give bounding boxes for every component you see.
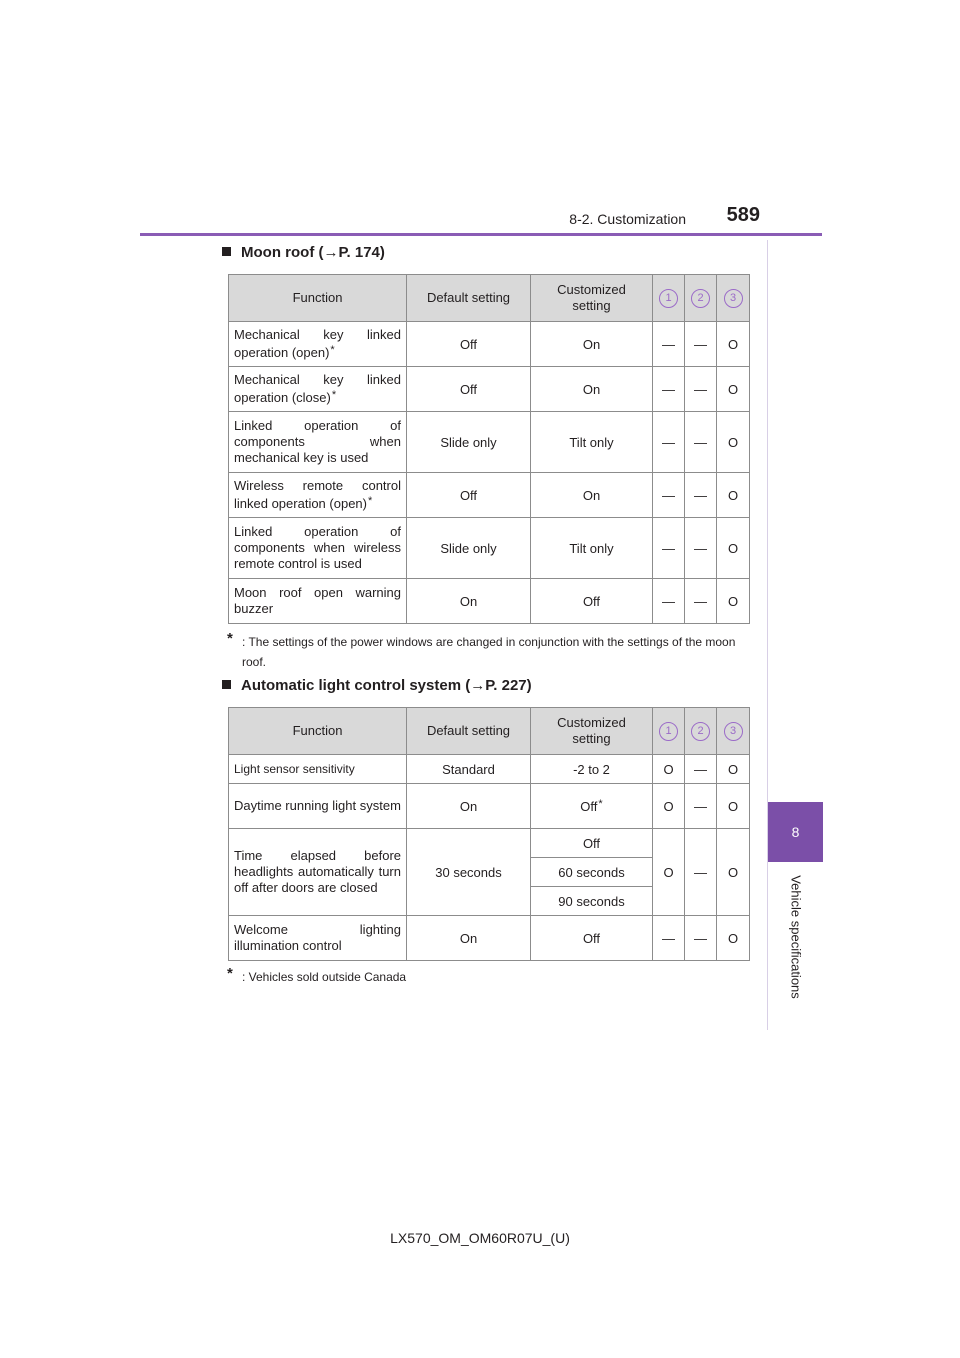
row-function: Linked operation of components when wireless remote control is used: [229, 518, 407, 579]
row-c2: —: [685, 518, 717, 579]
row-function: Welcome lighting illumination control: [229, 916, 407, 961]
asterisk: *: [331, 388, 337, 401]
row-function: Moon roof open warning buzzer: [229, 579, 407, 624]
row-c3: O: [717, 829, 750, 916]
row-c3: O: [717, 367, 750, 412]
moon-roof-table: [228, 274, 750, 624]
chapter-label-text: Vehicle specifications: [788, 875, 803, 999]
table-header-row: [229, 708, 750, 755]
customized-text: Off: [580, 799, 598, 814]
circle-3-icon: 3: [724, 289, 743, 308]
function-text: Wireless remote control linked operation (open): [234, 478, 401, 511]
col-1: [653, 275, 685, 322]
table-row: [229, 412, 750, 473]
row-function: [229, 367, 407, 412]
circle-1-icon: 1: [659, 722, 678, 741]
table-row: [229, 367, 750, 412]
circle-2-icon: 2: [691, 289, 710, 308]
table-row: [229, 579, 750, 624]
row-default: Slide only: [407, 518, 531, 579]
col-default: Default setting: [407, 275, 531, 322]
row-default: Off: [407, 367, 531, 412]
row-customized: Off: [531, 579, 653, 624]
row-c1: —: [653, 367, 685, 412]
row-default: Off: [407, 322, 531, 367]
row-default: Standard: [407, 755, 531, 784]
row-c1: O: [653, 755, 685, 784]
row-c2: —: [685, 367, 717, 412]
row-c1: —: [653, 412, 685, 473]
row-c3: O: [717, 412, 750, 473]
row-customized: Tilt only: [531, 412, 653, 473]
row-c3: O: [717, 518, 750, 579]
row-c3: O: [717, 916, 750, 961]
row-function: Linked operation of components when mechanical key is used: [229, 412, 407, 473]
row-c2: —: [685, 322, 717, 367]
col-2: [685, 708, 717, 755]
page-header: [140, 200, 822, 236]
col-function: Function: [229, 275, 407, 322]
row-c1: —: [653, 473, 685, 518]
col-default: Default setting: [407, 708, 531, 755]
col-customized: [531, 275, 653, 322]
row-c1: —: [653, 322, 685, 367]
col-1: [653, 708, 685, 755]
row-c1: O: [653, 784, 685, 829]
table-row: [229, 755, 750, 784]
row-customized-option: Off: [531, 829, 653, 858]
row-c3: O: [717, 755, 750, 784]
row-c3: O: [717, 473, 750, 518]
chapter-number: 8: [791, 824, 800, 840]
asterisk: *: [367, 494, 373, 507]
table-row: [229, 322, 750, 367]
document-code: LX570_OM_OM60R07U_(U): [390, 1230, 570, 1246]
row-c1: —: [653, 916, 685, 961]
moon-roof-heading: [222, 244, 385, 261]
function-text: Mechanical key linked operation (close): [234, 372, 401, 405]
header-rule: [140, 233, 822, 236]
moon-roof-footnote: [228, 632, 748, 672]
row-function: Time elapsed before headlights automatically turn off after doors are closed: [229, 829, 407, 916]
row-default: On: [407, 916, 531, 961]
table-row: [229, 518, 750, 579]
row-c1: —: [653, 579, 685, 624]
row-customized: Off: [531, 916, 653, 961]
col-2: [685, 275, 717, 322]
col-customized-text: Customized setting: [557, 282, 626, 313]
chapter-tab: [768, 802, 823, 862]
bullet-square-icon: [222, 680, 231, 689]
row-customized: On: [531, 473, 653, 518]
auto-light-footnote: [228, 967, 748, 987]
row-c3: O: [717, 579, 750, 624]
row-c2: —: [685, 829, 717, 916]
row-function: Light sensor sensitivity: [229, 755, 407, 784]
row-function: Daytime running light system: [229, 784, 407, 829]
row-customized: Tilt only: [531, 518, 653, 579]
col-customized: [531, 708, 653, 755]
col-3: [717, 708, 750, 755]
function-text: Mechanical key linked operation (open): [234, 327, 401, 360]
circle-2-icon: 2: [691, 722, 710, 741]
row-customized-option: 60 seconds: [531, 858, 653, 887]
table-row: [229, 784, 750, 829]
row-default: 30 seconds: [407, 829, 531, 916]
auto-light-heading-text: Automatic light control system (→P. 227): [241, 677, 532, 694]
row-c2: —: [685, 473, 717, 518]
row-c2: —: [685, 579, 717, 624]
table-row: [229, 473, 750, 518]
row-c2: —: [685, 412, 717, 473]
col-customized-text: Customized setting: [557, 715, 626, 746]
row-c1: O: [653, 829, 685, 916]
row-customized: [531, 784, 653, 829]
row-c2: —: [685, 755, 717, 784]
row-default: On: [407, 784, 531, 829]
auto-light-heading: [222, 677, 532, 694]
row-default: On: [407, 579, 531, 624]
row-customized: On: [531, 367, 653, 412]
row-function: [229, 473, 407, 518]
row-customized: On: [531, 322, 653, 367]
row-default: Off: [407, 473, 531, 518]
row-c1: —: [653, 518, 685, 579]
row-default: Slide only: [407, 412, 531, 473]
row-customized-option: 90 seconds: [531, 887, 653, 916]
table-row: [229, 916, 750, 961]
circle-1-icon: 1: [659, 289, 678, 308]
footnote-asterisk: *: [227, 965, 233, 982]
footnote-text: : Vehicles sold outside Canada: [242, 970, 407, 984]
row-customized: -2 to 2: [531, 755, 653, 784]
chapter-label: [768, 862, 823, 1012]
asterisk: *: [598, 798, 603, 810]
row-c3: O: [717, 322, 750, 367]
moon-roof-heading-text: Moon roof (→P. 174): [241, 244, 385, 261]
page-number: 589: [726, 204, 760, 226]
table-header-row: [229, 275, 750, 322]
row-c2: —: [685, 784, 717, 829]
circle-3-icon: 3: [724, 722, 743, 741]
row-function: [229, 322, 407, 367]
row-c2: —: [685, 916, 717, 961]
auto-light-table: [228, 707, 750, 961]
asterisk: *: [330, 343, 335, 356]
section-title: 8-2. Customization: [569, 211, 686, 227]
table-row: [229, 829, 750, 858]
row-c3: O: [717, 784, 750, 829]
col-function: Function: [229, 708, 407, 755]
col-3: [717, 275, 750, 322]
footnote-asterisk: *: [227, 630, 233, 647]
footnote-text: : The settings of the power windows are changed in conjunction with the settings of the moon roof.: [242, 635, 736, 669]
bullet-square-icon: [222, 247, 231, 256]
